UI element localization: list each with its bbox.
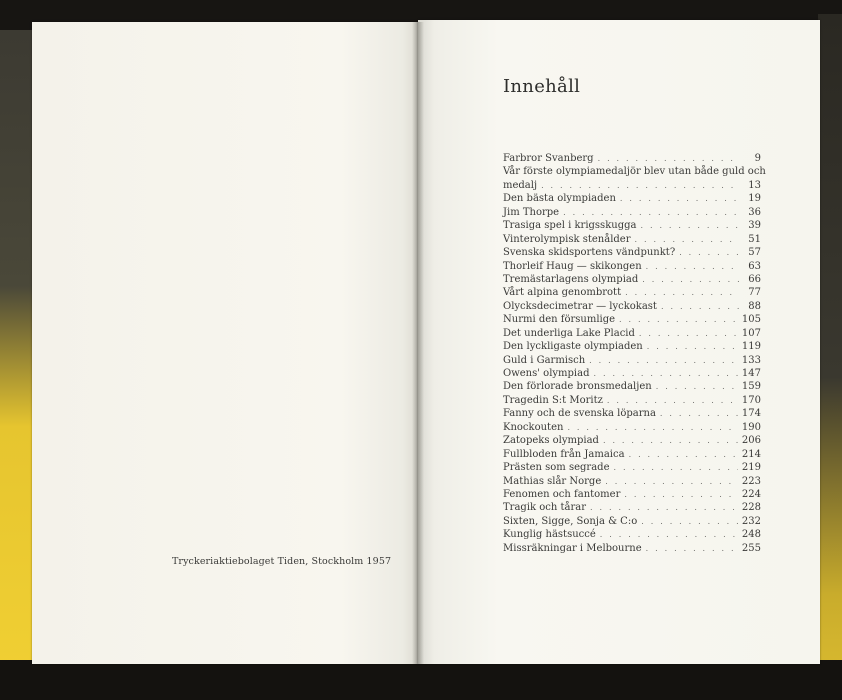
toc-entry-title: Olycksdecimetrar — lyckokast [503,300,657,312]
toc-entry-page-number: 214 [741,448,761,460]
toc-entry-page-number: 174 [741,408,761,420]
toc-dot-leader [656,380,738,393]
toc-entry [503,461,761,474]
toc-entry-title: Svenska skidsportens vändpunkt? [503,247,676,259]
toc-entry-title: Nurmi den försumlige [503,314,616,326]
toc-entry-page-number: 119 [741,341,761,353]
toc-entry-title: Mathias slår Norge [503,475,602,487]
toc-entry-title: Zatopeks olympiad [503,435,599,447]
toc-entry-page-number: 13 [748,179,761,191]
toc-entry [503,434,761,447]
toc-dot-leader [629,448,738,461]
toc-dot-leader [567,421,737,434]
toc-dot-leader [541,179,739,192]
toc-entry-page-number: 133 [741,354,761,366]
toc-entry-title: Den lyckligaste olympiaden [503,341,643,353]
toc-entry [503,273,761,286]
toc-dot-leader [661,300,739,313]
toc-dot-leader [590,501,738,514]
toc-dot-leader [646,260,739,273]
toc-entry-page-number: 248 [741,529,761,541]
book-gutter [412,22,424,664]
toc-entry [503,286,761,299]
toc-dot-leader [647,340,738,353]
toc-entry-title: Vårt alpina genombrott [503,287,622,299]
printer-imprint: Tryckeriaktiebolaget Tiden, Stockholm 1957 [172,556,392,567]
toc-entry-page-number: 63 [748,260,761,272]
toc-entry-title: Missräkningar i Melbourne [503,542,642,554]
toc-entry-title: Sixten, Sigge, Sonja & C:o [503,515,638,527]
toc-entry [503,380,761,393]
toc-entry-page-number: 170 [741,394,761,406]
toc-entry [503,448,761,461]
toc-entry-title: Den bästa olympiaden [503,193,616,205]
toc-entry [503,219,761,232]
toc-dot-leader [598,152,739,165]
toc-entry-title: Owens' olympiad [503,368,590,379]
toc-entry-page-number: 39 [748,220,761,232]
toc-dot-leader [660,407,738,420]
book-cover-left-edge [0,30,36,670]
toc-dot-leader [607,394,738,407]
toc-entry-line: Vår förste olympiamedaljör blev utan både guld och [503,166,766,178]
toc-entry-title: Trasiga spel i krigsskugga [503,220,637,232]
toc-entry-page-number: 77 [748,287,761,299]
toc-entry-title: Farbror Svanberg [503,153,594,164]
toc-entry [503,260,761,273]
toc-entry [503,407,761,420]
toc-entry-title: Knockouten [503,421,564,433]
toc-entry-title: Jim Thorpe [503,206,560,218]
toc-entry-title: Fanny och de svenska löparna [503,408,656,420]
toc-dot-leader [600,528,738,541]
toc-entry-page-number: 36 [748,206,761,218]
toc-entry-title: Prästen som segrade [503,462,610,474]
toc-dot-leader [679,246,739,259]
toc-entry [503,367,761,380]
toc-entry-title: Kunglig hästsuccé [503,529,596,541]
toc-entry [503,475,761,488]
toc-entry [503,340,761,353]
toc-entry [503,192,761,205]
background-bottom [0,660,842,700]
toc-entry [503,152,761,165]
toc-entry-title: Det underliga Lake Placid [503,327,635,339]
toc-dot-leader [639,327,738,340]
contents-heading: Innehåll [503,76,581,97]
toc-dot-leader [594,367,738,380]
toc-dot-leader [613,461,737,474]
toc-entry-page-number: 219 [741,462,761,474]
toc-entry-title: Guld i Garmisch [503,354,586,366]
toc-entry [503,394,761,407]
toc-entry-title: Den förlorade bronsmedaljen [503,381,652,393]
toc-entry [503,515,761,528]
toc-entry-title: Tremästarlagens olympiad [503,273,639,285]
toc-entry [503,528,761,541]
toc-entry-title: Tragik och tårar [503,502,586,514]
toc-entry-page-number: 88 [748,300,761,312]
toc-dot-leader [620,192,739,205]
toc-entry-title: Tragedin S:t Moritz [503,394,603,406]
toc-entry [503,206,761,219]
toc-entry [503,300,761,313]
toc-entry [503,233,761,246]
toc-entry [503,542,761,555]
toc-dot-leader [603,434,738,447]
toc-entry [503,488,761,501]
toc-dot-leader [624,488,738,501]
toc-entry-page-number: 159 [741,381,761,393]
toc-entry-page-number: 190 [741,421,761,433]
toc-entry-page-number: 9 [754,153,761,164]
toc-dot-leader [640,219,739,232]
left-page [32,22,418,664]
toc-entry-page-number: 66 [748,273,761,285]
toc-entry-title: Fenomen och fantomer [503,488,621,500]
toc-entry-page-number: 51 [748,233,761,245]
toc-entry [503,421,761,434]
toc-entry-page-number: 255 [741,542,761,554]
toc-dot-leader [605,475,738,488]
toc-entry-page-number: 105 [741,314,761,326]
toc-entry [503,354,761,367]
toc-dot-leader [589,354,738,367]
toc-dot-leader [646,542,738,555]
toc-entry-page-number: 206 [741,435,761,447]
toc-entry [503,313,761,326]
toc-entry [503,179,761,192]
toc-entry-title: Vinterolympisk stenålder [503,233,631,245]
toc-dot-leader [642,273,739,286]
toc-dot-leader [563,206,739,219]
toc-entry [503,246,761,259]
toc-dot-leader [635,233,740,246]
toc-entry-page-number: 223 [741,475,761,487]
book-cover-right-edge [818,14,842,674]
toc-entry-title: Fullbloden från Jamaica [503,448,625,460]
toc-entry-page-number: 107 [741,327,761,339]
toc-entry-page-number: 147 [741,368,761,379]
toc-entry-title: Thorleif Haug — skikongen [503,260,642,272]
toc-entry-page-number: 19 [748,193,761,205]
toc-dot-leader [641,515,738,528]
toc-entry [503,327,761,340]
toc-dot-leader [619,313,738,326]
toc-entry-page-number: 224 [741,488,761,500]
table-of-contents [503,152,766,555]
toc-entry-page-number: 228 [741,502,761,514]
toc-entry-page-number: 232 [741,515,761,527]
toc-entry-page-number: 57 [748,247,761,259]
toc-entry [503,501,761,514]
toc-entry-title: medalj [503,179,538,191]
toc-dot-leader [625,286,739,299]
